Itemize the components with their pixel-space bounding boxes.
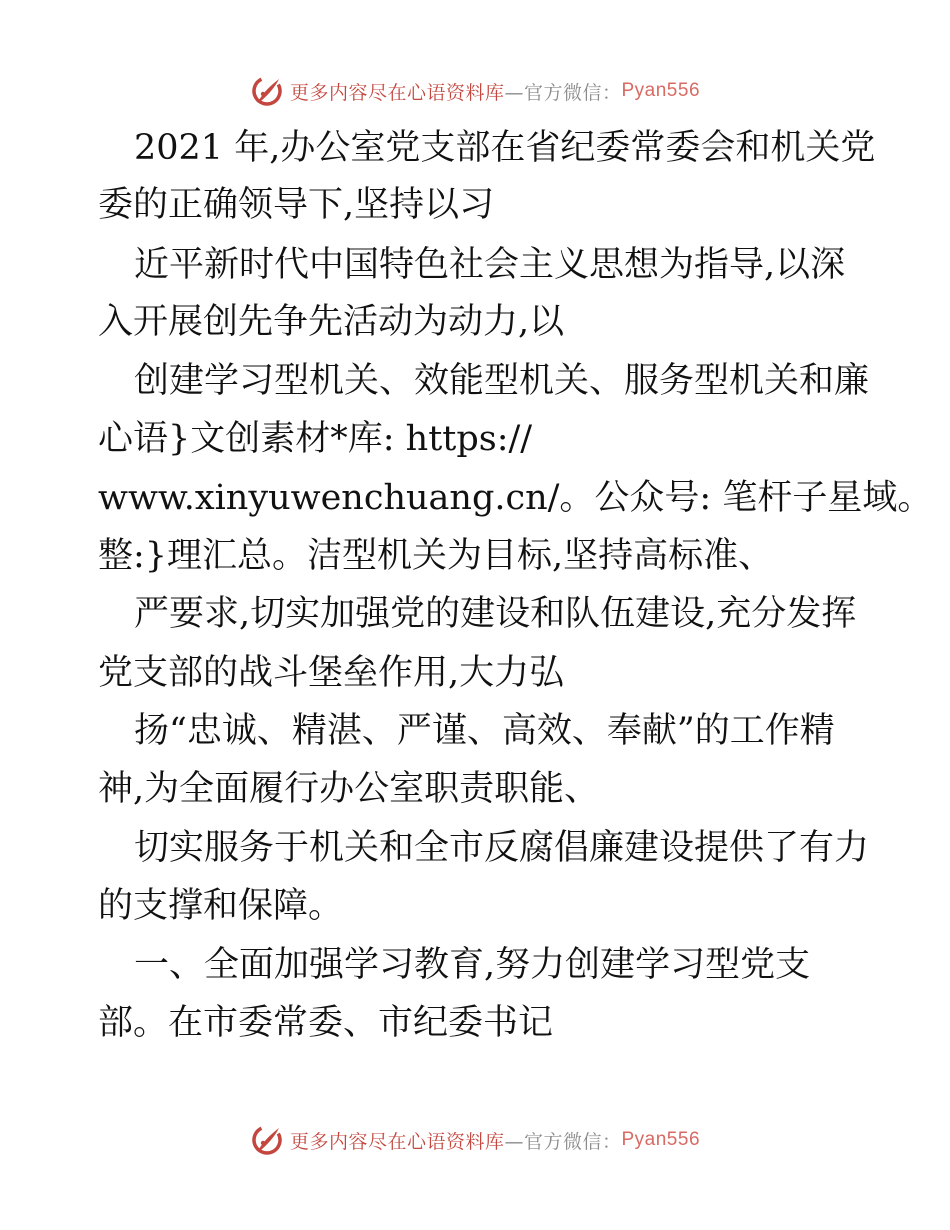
text-line: 一、全面加强学习教育,努力创建学习型党支	[134, 945, 811, 985]
ink-brush-logo-icon	[250, 74, 284, 108]
ink-brush-logo-icon	[250, 1123, 284, 1157]
banner-wechat-id: Pyan556	[621, 80, 701, 101]
text-line: 切实服务于机关和全市反腐倡廉建设提供了有力	[134, 828, 870, 868]
banner-separator-text: —官方微信：	[504, 1130, 622, 1153]
text-line: 整:}理汇总。洁型机关为目标,坚持高标准、	[98, 536, 774, 576]
text-line: www.xinyuwenchuang.cn/。公众号: 笔杆子星域。	[98, 478, 933, 518]
text-line: 神,为全面履行办公室职责职能、	[98, 769, 600, 809]
banner-separator-text: —官方微信：	[504, 81, 622, 104]
text-line: 部。在市委常委、市纪委书记	[98, 1003, 554, 1043]
text-line: 入开展创先争先活动为动力,以	[98, 302, 565, 342]
header-watermark-banner	[0, 71, 950, 111]
text-line: 扬“忠诚、精湛、严谨、高效、奉献”的工作精	[134, 711, 835, 751]
footer-watermark-banner	[0, 1120, 950, 1160]
text-line: 创建学习型机关、效能型机关、服务型机关和廉	[134, 361, 870, 401]
text-line: 2021 年,办公室党支部在省纪委常委会和机关党	[134, 128, 876, 168]
banner-main-text: 更多内容尽在心语资料库	[289, 81, 505, 104]
text-line: 严要求,切实加强党的建设和队伍建设,充分发挥	[134, 594, 857, 634]
text-line: 委的正确领导下,坚持以习	[98, 185, 495, 225]
text-line: 的支撑和保障。	[98, 886, 344, 926]
text-line: 近平新时代中国特色社会主义思想为指导,以深	[134, 245, 846, 285]
text-line: 心语}文创素材*库: https://	[98, 419, 533, 459]
banner-main-text: 更多内容尽在心语资料库	[289, 1130, 505, 1153]
text-line: 党支部的战斗堡垒作用,大力弘	[98, 653, 565, 693]
banner-wechat-id: Pyan556	[621, 1129, 701, 1150]
